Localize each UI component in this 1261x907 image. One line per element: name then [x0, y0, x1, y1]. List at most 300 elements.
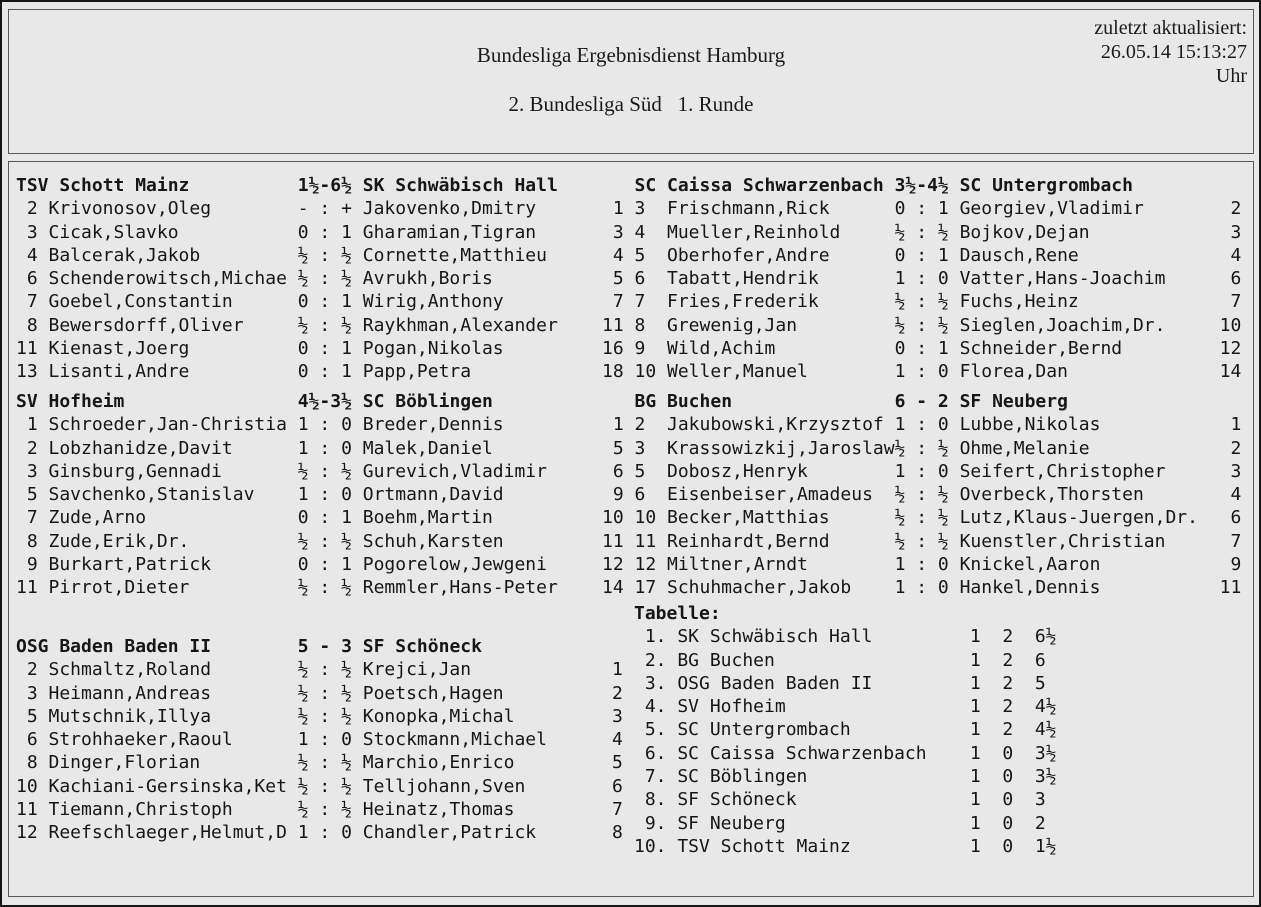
away-player-number: 2 [1230, 437, 1242, 459]
board-row [602, 437, 1241, 460]
board-result: 1 : 0 [894, 577, 949, 599]
away-player-number: 1 [611, 659, 623, 681]
away-player-name: Ohme,Melanie [959, 437, 1090, 459]
match-header [602, 174, 1241, 197]
home-player-second-number: 3 [634, 198, 646, 220]
board-row [16, 576, 634, 599]
match-score: 6 - 2 [894, 391, 949, 412]
standings-team-name: TSV Schott Mainz [677, 835, 851, 857]
away-player-name: Cornette,Matthieu [362, 244, 547, 266]
standings-row [634, 718, 1067, 741]
standings-games-played: 1 [969, 812, 981, 834]
board-row [602, 221, 1241, 244]
standings-games-played: 1 [969, 766, 981, 788]
board-result: 1 : 0 [894, 554, 949, 576]
board-result: 0 : 1 [894, 338, 949, 360]
home-player-second-number: 17 [634, 577, 657, 599]
last-updated-datetime: 26.05.14 15:13:27 [1100, 41, 1247, 63]
home-player-second-number: 5 [634, 244, 646, 266]
standings-rank: 8. [644, 789, 667, 811]
home-player-second-number: 7 [634, 291, 646, 313]
home-player-number: 9 [612, 484, 624, 506]
board-result: ½ : ½ [894, 221, 949, 243]
standings-board-points: 4½ [1034, 696, 1057, 718]
away-player-number: 5 [611, 752, 623, 774]
standings-games-played: 1 [969, 742, 981, 764]
away-player-name: Florea,Dan [959, 361, 1068, 383]
last-updated-suffix: Uhr [1215, 65, 1247, 87]
away-player-name: Boehm,Martin [362, 507, 493, 529]
board-result: 0 : 1 [894, 198, 949, 220]
board-row [16, 506, 634, 529]
home-player-name: Tiemann,Christoph [48, 799, 233, 821]
away-player-name: Chandler,Patrick [362, 822, 537, 844]
board-result: ½ : ½ [894, 314, 949, 336]
board-row [16, 197, 634, 220]
home-player-name: Weller,Manuel [667, 361, 808, 383]
board-result: ½ : ½ [297, 460, 352, 482]
match-header [16, 635, 634, 658]
board-result: - : + [297, 198, 352, 220]
home-player-number: 8 [26, 314, 38, 336]
standings-board-points: 6½ [1034, 626, 1057, 648]
board-row [16, 413, 634, 436]
home-player-number: 11 [16, 338, 38, 360]
standings-row [634, 625, 1067, 648]
home-player-number: 6 [612, 460, 624, 482]
home-player-name: Miltner,Arndt [667, 554, 808, 576]
match-score: 4½-3½ [297, 391, 352, 412]
standings-rank: 4. [644, 696, 667, 718]
away-team-name: SC Untergrombach [959, 175, 1133, 196]
standings-board-points: 2 [1034, 812, 1046, 834]
board-result: ½ : ½ [297, 682, 352, 704]
standings-games-played: 1 [969, 789, 981, 811]
home-player-name: Pirrot,Dieter [48, 577, 190, 599]
away-player-number: 2 [611, 682, 623, 704]
standings-games-played: 1 [969, 649, 981, 671]
home-player-name: Reefschlaeger,Helmut,D [48, 822, 287, 844]
home-player-second-number: 5 [634, 460, 646, 482]
home-player-name: Dinger,Florian [48, 752, 201, 774]
last-updated-block [1094, 16, 1247, 88]
standings-rank: 1. [644, 626, 667, 648]
board-rows [602, 197, 1241, 383]
board-rows [16, 413, 634, 599]
away-player-number: 4 [1230, 244, 1242, 266]
home-team-name: BG Buchen [634, 391, 733, 412]
away-player-number: 1 [1230, 414, 1242, 436]
home-player-number: 2 [26, 437, 38, 459]
board-row [602, 530, 1241, 553]
board-result: 1 : 0 [894, 414, 949, 436]
board-result: 0 : 1 [894, 244, 949, 266]
away-player-name: Konopka,Michal [362, 705, 515, 727]
board-result: 1 : 0 [894, 460, 949, 482]
board-rows [16, 658, 634, 844]
board-row [16, 821, 634, 844]
away-player-name: Avrukh,Boris [362, 268, 493, 290]
away-player-name: Schuh,Karsten [362, 530, 504, 552]
home-player-number: 1 [26, 414, 38, 436]
board-row [16, 751, 634, 774]
board-row [602, 483, 1241, 506]
standings-games-played: 1 [969, 696, 981, 718]
home-player-second-number: 2 [634, 414, 646, 436]
board-row [16, 530, 634, 553]
board-row [16, 460, 634, 483]
board-result: ½ : ½ [894, 484, 949, 506]
home-player-number: 2 [26, 659, 38, 681]
board-row [16, 728, 634, 751]
board-row [16, 553, 634, 576]
standings-match-points: 2 [1002, 719, 1014, 741]
match-table-baden-baden-vs-schoeneck [16, 635, 634, 845]
standings-board-points: 4½ [1034, 719, 1057, 741]
standings-team-name: SC Untergrombach [677, 719, 851, 741]
home-player-name: Schmaltz,Roland [48, 659, 212, 681]
away-player-number: 7 [1230, 530, 1242, 552]
standings-board-points: 5 [1034, 672, 1046, 694]
home-player-number: 5 [26, 705, 38, 727]
page-header-panel [8, 9, 1254, 154]
home-player-name: Schuhmacher,Jakob [667, 577, 852, 599]
home-player-second-number: 4 [634, 221, 646, 243]
home-player-number: 12 [16, 822, 38, 844]
away-player-name: Schneider,Bernd [959, 338, 1123, 360]
home-player-name: Kienast,Joerg [48, 338, 190, 360]
home-player-number: 10 [16, 775, 38, 797]
board-rows [16, 197, 634, 383]
board-result: 1 : 0 [297, 414, 352, 436]
standings-match-points: 0 [1002, 835, 1014, 857]
standings-row [634, 672, 1067, 695]
home-player-number: 5 [612, 437, 624, 459]
board-row [16, 437, 634, 460]
board-row [16, 267, 634, 290]
standings-board-points: 3 [1034, 789, 1046, 811]
home-player-name: Balcerak,Jakob [48, 244, 201, 266]
match-table-schwarzenbach-vs-untergrombach [602, 174, 1241, 384]
away-player-number: 7 [1230, 291, 1242, 313]
away-player-name: Stockmann,Michael [362, 729, 547, 751]
board-result: 0 : 1 [297, 221, 352, 243]
away-player-name: Pogorelow,Jewgeni [362, 554, 547, 576]
home-player-number: 7 [26, 507, 38, 529]
home-player-number: 3 [612, 221, 624, 243]
home-player-name: Dobosz,Henryk [667, 460, 808, 482]
away-player-name: Papp,Petra [362, 361, 472, 383]
away-team-name: SK Schwäbisch Hall [362, 175, 558, 196]
away-player-name: Wirig,Anthony [362, 291, 504, 313]
home-player-second-number: 8 [634, 314, 646, 336]
away-player-number: 11 [1219, 577, 1242, 599]
home-player-number: 4 [26, 244, 38, 266]
page-title: Bundesliga Ergebnisdienst Hamburg [476, 43, 786, 67]
home-player-number: 16 [602, 338, 624, 360]
league-round-subtitle: 2. Bundesliga Süd 1. Runde [508, 92, 754, 116]
home-player-name: Krassowizkij,Jaroslaw [667, 437, 895, 459]
standings-row [634, 695, 1067, 718]
board-row [16, 221, 634, 244]
match-header [16, 174, 634, 197]
board-row [602, 337, 1241, 360]
home-player-number: 2 [26, 198, 38, 220]
standings-match-points: 0 [1002, 812, 1014, 834]
away-player-name: Telljohann,Sven [362, 775, 526, 797]
standings-games-played: 1 [969, 835, 981, 857]
home-player-number: 7 [612, 291, 624, 313]
home-team-name: SV Hofheim [16, 391, 125, 412]
standings-row [634, 649, 1067, 672]
home-player-number: 5 [612, 268, 624, 290]
match-table-hofheim-vs-boeblingen [16, 390, 634, 600]
standings-row [634, 812, 1067, 835]
standings-team-name: OSG Baden Baden II [677, 672, 873, 694]
standings-team-name: SF Schöneck [677, 789, 797, 811]
away-player-number: 6 [611, 775, 623, 797]
standings-rank: 9. [644, 812, 667, 834]
home-player-name: Mueller,Reinhold [667, 221, 841, 243]
home-player-number: 3 [26, 682, 38, 704]
board-row [602, 553, 1241, 576]
away-player-name: Gurevich,Vladimir [362, 460, 547, 482]
standings-board-points: 6 [1034, 649, 1046, 671]
home-player-number: 6 [26, 729, 38, 751]
board-result: 0 : 1 [297, 338, 352, 360]
home-player-name: Strohhaeker,Raoul [48, 729, 233, 751]
board-rows [602, 413, 1241, 599]
standings-team-name: SC Böblingen [677, 766, 808, 788]
standings-games-played: 1 [969, 672, 981, 694]
board-result: 0 : 1 [297, 554, 352, 576]
away-team-name: SF Schöneck [362, 636, 482, 657]
standings-board-points: 3½ [1034, 742, 1057, 764]
home-player-number: 4 [612, 244, 624, 266]
match-score: 3½-4½ [894, 175, 949, 196]
standings-match-points: 2 [1002, 672, 1014, 694]
away-team-name: SF Neuberg [959, 391, 1068, 412]
home-player-name: Wild,Achim [667, 338, 776, 360]
board-row [602, 360, 1241, 383]
away-player-name: Kuenstler,Christian [959, 530, 1166, 552]
standings-rank: 5. [644, 719, 667, 741]
home-player-name: Savchenko,Stanislav [48, 484, 255, 506]
away-player-name: Dausch,Rene [959, 244, 1079, 266]
home-player-second-number: 9 [634, 338, 646, 360]
home-player-number: 11 [602, 530, 624, 552]
home-player-number: 7 [26, 291, 38, 313]
home-player-number: 10 [602, 507, 624, 529]
board-result: 1 : 0 [297, 484, 352, 506]
away-team-name: SC Böblingen [362, 391, 493, 412]
away-player-name: Marchio,Enrico [362, 752, 515, 774]
away-player-name: Lubbe,Nikolas [959, 414, 1101, 436]
home-player-name: Oberhofer,Andre [667, 244, 830, 266]
away-player-name: Fuchs,Heinz [959, 291, 1079, 313]
standings-team-name: BG Buchen [677, 649, 775, 671]
standings-match-points: 2 [1002, 696, 1014, 718]
home-player-second-number: 3 [634, 437, 646, 459]
home-player-name: Ginsburg,Gennadi [48, 460, 222, 482]
board-result: ½ : ½ [297, 268, 352, 290]
home-player-number: 14 [602, 577, 624, 599]
away-player-name: Sieglen,Joachim,Dr. [959, 314, 1166, 336]
board-result: ½ : ½ [297, 577, 352, 599]
board-result: 0 : 1 [297, 291, 352, 313]
home-team-name: OSG Baden Baden II [16, 636, 212, 657]
board-row [602, 267, 1241, 290]
home-player-number: 12 [602, 554, 624, 576]
board-row [602, 576, 1241, 599]
standings-rank: 2. [644, 649, 667, 671]
away-player-name: Hankel,Dennis [959, 577, 1101, 599]
home-player-number: 8 [26, 752, 38, 774]
home-player-name: Schroeder,Jan-Christia [48, 414, 287, 436]
away-player-name: Poetsch,Hagen [362, 682, 504, 704]
home-player-name: Mutschnik,Illya [48, 705, 212, 727]
home-player-number: 1 [612, 414, 624, 436]
board-result: ½ : ½ [894, 507, 949, 529]
board-row [16, 337, 634, 360]
home-player-name: Goebel,Constantin [48, 291, 233, 313]
match-header [16, 390, 634, 413]
away-player-name: Raykhman,Alexander [362, 314, 558, 336]
board-result: 1 : 0 [894, 268, 949, 290]
match-score: 5 - 3 [297, 636, 352, 657]
board-result: 1 : 0 [894, 361, 949, 383]
home-player-number: 5 [26, 484, 38, 506]
away-player-number: 12 [1219, 338, 1242, 360]
home-player-second-number: 6 [634, 268, 646, 290]
away-player-number: 3 [1230, 460, 1242, 482]
standings-row [634, 742, 1067, 765]
board-result: 0 : 1 [297, 361, 352, 383]
match-table-mainz-vs-schwaebisch-hall [16, 174, 634, 384]
home-player-second-number: 10 [634, 507, 657, 529]
standings-match-points: 0 [1002, 766, 1014, 788]
home-player-number: 9 [26, 554, 38, 576]
board-row [602, 197, 1241, 220]
standings-match-points: 0 [1002, 742, 1014, 764]
board-result: ½ : ½ [297, 705, 352, 727]
board-row [16, 705, 634, 728]
standings-rank: 10. [634, 835, 667, 857]
home-player-second-number: 6 [634, 484, 646, 506]
away-player-number: 6 [1230, 507, 1242, 529]
home-player-second-number: 10 [634, 361, 657, 383]
standings-title: Tabelle: [634, 603, 721, 624]
home-player-name: Zude,Arno [48, 507, 147, 529]
last-updated-label: zuletzt aktualisiert: [1094, 17, 1247, 39]
away-player-name: Pogan,Nikolas [362, 338, 504, 360]
home-player-number: 11 [602, 314, 624, 336]
home-player-name: Cicak,Slavko [48, 221, 179, 243]
standings-rank: 7. [644, 766, 667, 788]
away-player-name: Georgiev,Vladimir [959, 198, 1144, 220]
match-header [602, 390, 1241, 413]
home-player-number: 1 [612, 198, 624, 220]
away-player-number: 14 [1219, 361, 1242, 383]
home-player-name: Burkart,Patrick [48, 554, 212, 576]
standings-table [634, 602, 1067, 858]
standings-match-points: 2 [1002, 626, 1014, 648]
match-table-buchen-vs-neuberg [602, 390, 1241, 600]
board-result: ½ : ½ [297, 799, 352, 821]
home-player-number: 13 [16, 361, 38, 383]
home-player-name: Bewersdorff,Oliver [48, 314, 244, 336]
standings-rank: 3. [644, 672, 667, 694]
standings-games-played: 1 [969, 626, 981, 648]
away-player-name: Heinatz,Thomas [362, 799, 515, 821]
away-player-number: 7 [611, 799, 623, 821]
home-player-name: Krivonosov,Oleg [48, 198, 212, 220]
home-player-number: 3 [26, 221, 38, 243]
home-player-name: Fries,Frederik [667, 291, 819, 313]
home-player-name: Tabatt,Hendrik [667, 268, 819, 290]
home-player-name: Heimann,Andreas [48, 682, 212, 704]
home-player-name: Schenderowitsch,Michae [48, 268, 287, 290]
board-row [602, 413, 1241, 436]
away-player-name: Ortmann,David [362, 484, 504, 506]
away-player-name: Malek,Daniel [362, 437, 493, 459]
board-row [16, 244, 634, 267]
away-player-name: Remmler,Hans-Peter [362, 577, 558, 599]
board-result: ½ : ½ [297, 314, 352, 336]
away-player-number: 4 [611, 729, 623, 751]
away-player-name: Jakovenko,Dmitry [362, 198, 537, 220]
board-row [16, 360, 634, 383]
standings-match-points: 0 [1002, 789, 1014, 811]
away-player-name: Vatter,Hans-Joachim [959, 268, 1166, 290]
board-result: 1 : 0 [297, 822, 352, 844]
home-player-second-number: 12 [634, 554, 657, 576]
home-player-number: 11 [16, 799, 38, 821]
standings-team-name: SK Schwäbisch Hall [677, 626, 873, 648]
board-result: ½ : ½ [297, 244, 352, 266]
standings-team-name: SC Caissa Schwarzenbach [677, 742, 927, 764]
home-player-number: 11 [16, 577, 38, 599]
home-player-name: Eisenbeiser,Amadeus [667, 484, 873, 506]
board-result: ½ : ½ [894, 437, 949, 459]
results-panel [8, 161, 1254, 897]
board-result: ½ : ½ [297, 659, 352, 681]
home-player-number: 3 [26, 460, 38, 482]
standings-board-points: 3½ [1034, 766, 1057, 788]
home-player-name: Grewenig,Jan [667, 314, 798, 336]
home-player-name: Lisanti,Andre [48, 361, 190, 383]
board-row [602, 244, 1241, 267]
board-row [16, 682, 634, 705]
board-result: ½ : ½ [894, 291, 949, 313]
board-result: ½ : ½ [297, 530, 352, 552]
home-player-number: 8 [26, 530, 38, 552]
standings-row [634, 835, 1067, 858]
board-row [16, 658, 634, 681]
board-row [16, 483, 634, 506]
home-player-name: Lobzhanidze,Davit [48, 437, 233, 459]
away-player-number: 9 [1230, 554, 1242, 576]
away-player-name: Breder,Dennis [362, 414, 504, 436]
board-row [602, 290, 1241, 313]
board-result: ½ : ½ [297, 775, 352, 797]
standings-row [634, 788, 1067, 811]
away-player-name: Seifert,Christopher [959, 460, 1166, 482]
board-row [16, 775, 634, 798]
board-row [16, 314, 634, 337]
home-player-number: 6 [26, 268, 38, 290]
home-player-name: Zude,Erik,Dr. [48, 530, 190, 552]
